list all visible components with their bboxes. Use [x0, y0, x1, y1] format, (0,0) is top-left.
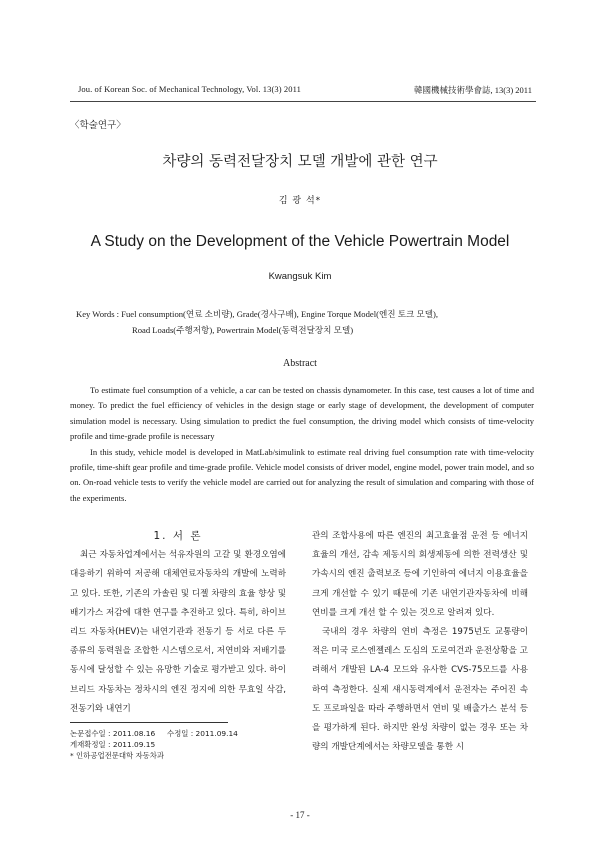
footnote-received: 논문접수일 : 2011.08.16 수정일 : 2011.09.14 [70, 729, 238, 738]
body-paragraph: 최근 자동차업계에서는 석유자원의 고갈 및 환경오염에 대응하기 위하여 저공해 대체연료자동차의 개발에 노력하고 있다. 또한, 기존의 가솔린 및 디젤 차량의 효율 향상 및 배기가스 저감에 대한 연구를 추진하고 있다. 특히, 하이브리드 자동차(HEV)는 내연기관과 전동기 등 서로 다른 두 종류의 동력원을 조합한 시스템으로서, 저연비와 저배기를 동시에 달성할 수 있는 유망한 기술로 평가받고 있다. 하이브리드 자동차는 정차시의 엔진 정지에 의한 무효일 삭감, 전동기와 내연기 [70, 550, 286, 714]
abstract-heading: Abstract [283, 358, 317, 369]
footnote-rule [70, 722, 228, 723]
section-heading-intro: 1. 서 론 [153, 530, 203, 542]
title-korean: 차량의 동력전달장치 모델 개발에 관한 연구 [162, 154, 438, 170]
body-paragraph: 관의 조합사용에 따른 엔진의 최고효율점 운전 등 에너지 효율의 개선, 감속 제동시의 회생제동에 의한 전력생산 및 가속시의 엔진 출력보조 등에 기인하여 에너지 이용효율을 크게 개선할 수 있기 때문에 기존 내연기관자동차에 비해 연비를 크게 개선 할 수 있는 것으로 알려져 있다. [312, 531, 528, 618]
journal-header-en: Jou. of Korean Soc. of Mechanical Technology, Vol. 13(3) 2011 [78, 84, 301, 94]
keywords [76, 306, 546, 338]
abstract-body [70, 383, 534, 506]
body-column-left [70, 527, 286, 719]
body-column-right [312, 527, 528, 757]
keywords-line-2: Road Loads(주행저항), Powertrain Model(동력전달장치 모델) [132, 325, 354, 335]
header-rule [70, 101, 536, 102]
page-number: - 17 - [290, 810, 310, 820]
footnote-affiliation: * 인하공업전문대학 자동차과 [70, 751, 165, 760]
abstract-paragraph-2: In this study, vehicle model is developed in MatLab/simulink to estimate real driving fuel consumption rate with time-velocity profile, time-shift gear profile and time-grade profile. Vehicle model consists of driver model, engine model, power train model, and so on. On-road vehicle tests to verify the vehicle model are carried out for analyzing the result of simulation and comparing with those of the experiments. [70, 446, 534, 503]
author-korean: 김 광 석* [278, 196, 322, 206]
abstract-paragraph-1: To estimate fuel consumption of a vehicle, a car can be tested on chassis dynamometer. In this case, test causes a lot of time and money. To predict the fuel efficiency of vehicles in the design stage or early stage of development, the development of computer simulation model is necessary. Using simulation to predict the fuel consumption, the driving model which consists of time-velocity profile and time-grade profile is necessary [70, 385, 534, 442]
body-paragraph: 국내의 경우 차량의 연비 측정은 1975년도 교통량이 적은 미국 로스엔젤레스 도심의 도로여건과 운전상황을 고려해서 개발된 LA-4 모드와 유사한 CVS-75모드를 사용하여 측정한다. 실제 섀시동력계에서 운전자는 주어진 속도 프로파일을 따라 주행하면서 연비 및 배출가스 분석 등을 평가하게 된다. 하지만 완성 차량이 없는 경우 또는 차량의 개발단계에서는 차량모델을 통한 시 [312, 627, 528, 753]
article-type: 〈학술연구〉 [70, 120, 126, 131]
author-english: Kwangsuk Kim [268, 271, 332, 282]
keywords-line-1: Key Words : Fuel consumption(연료 소비량), Grade(경사구배), Engine Torque Model(엔진 토크 모델), [76, 309, 439, 319]
journal-header-hanja: 韓國機械技術學會誌, 13(3) 2011 [414, 85, 532, 95]
title-english: A Study on the Development of the Vehicle Powertrain Model [90, 233, 510, 250]
footnote-accepted: 게재확정일 : 2011.09.15 [70, 740, 156, 749]
footnotes [70, 728, 238, 761]
